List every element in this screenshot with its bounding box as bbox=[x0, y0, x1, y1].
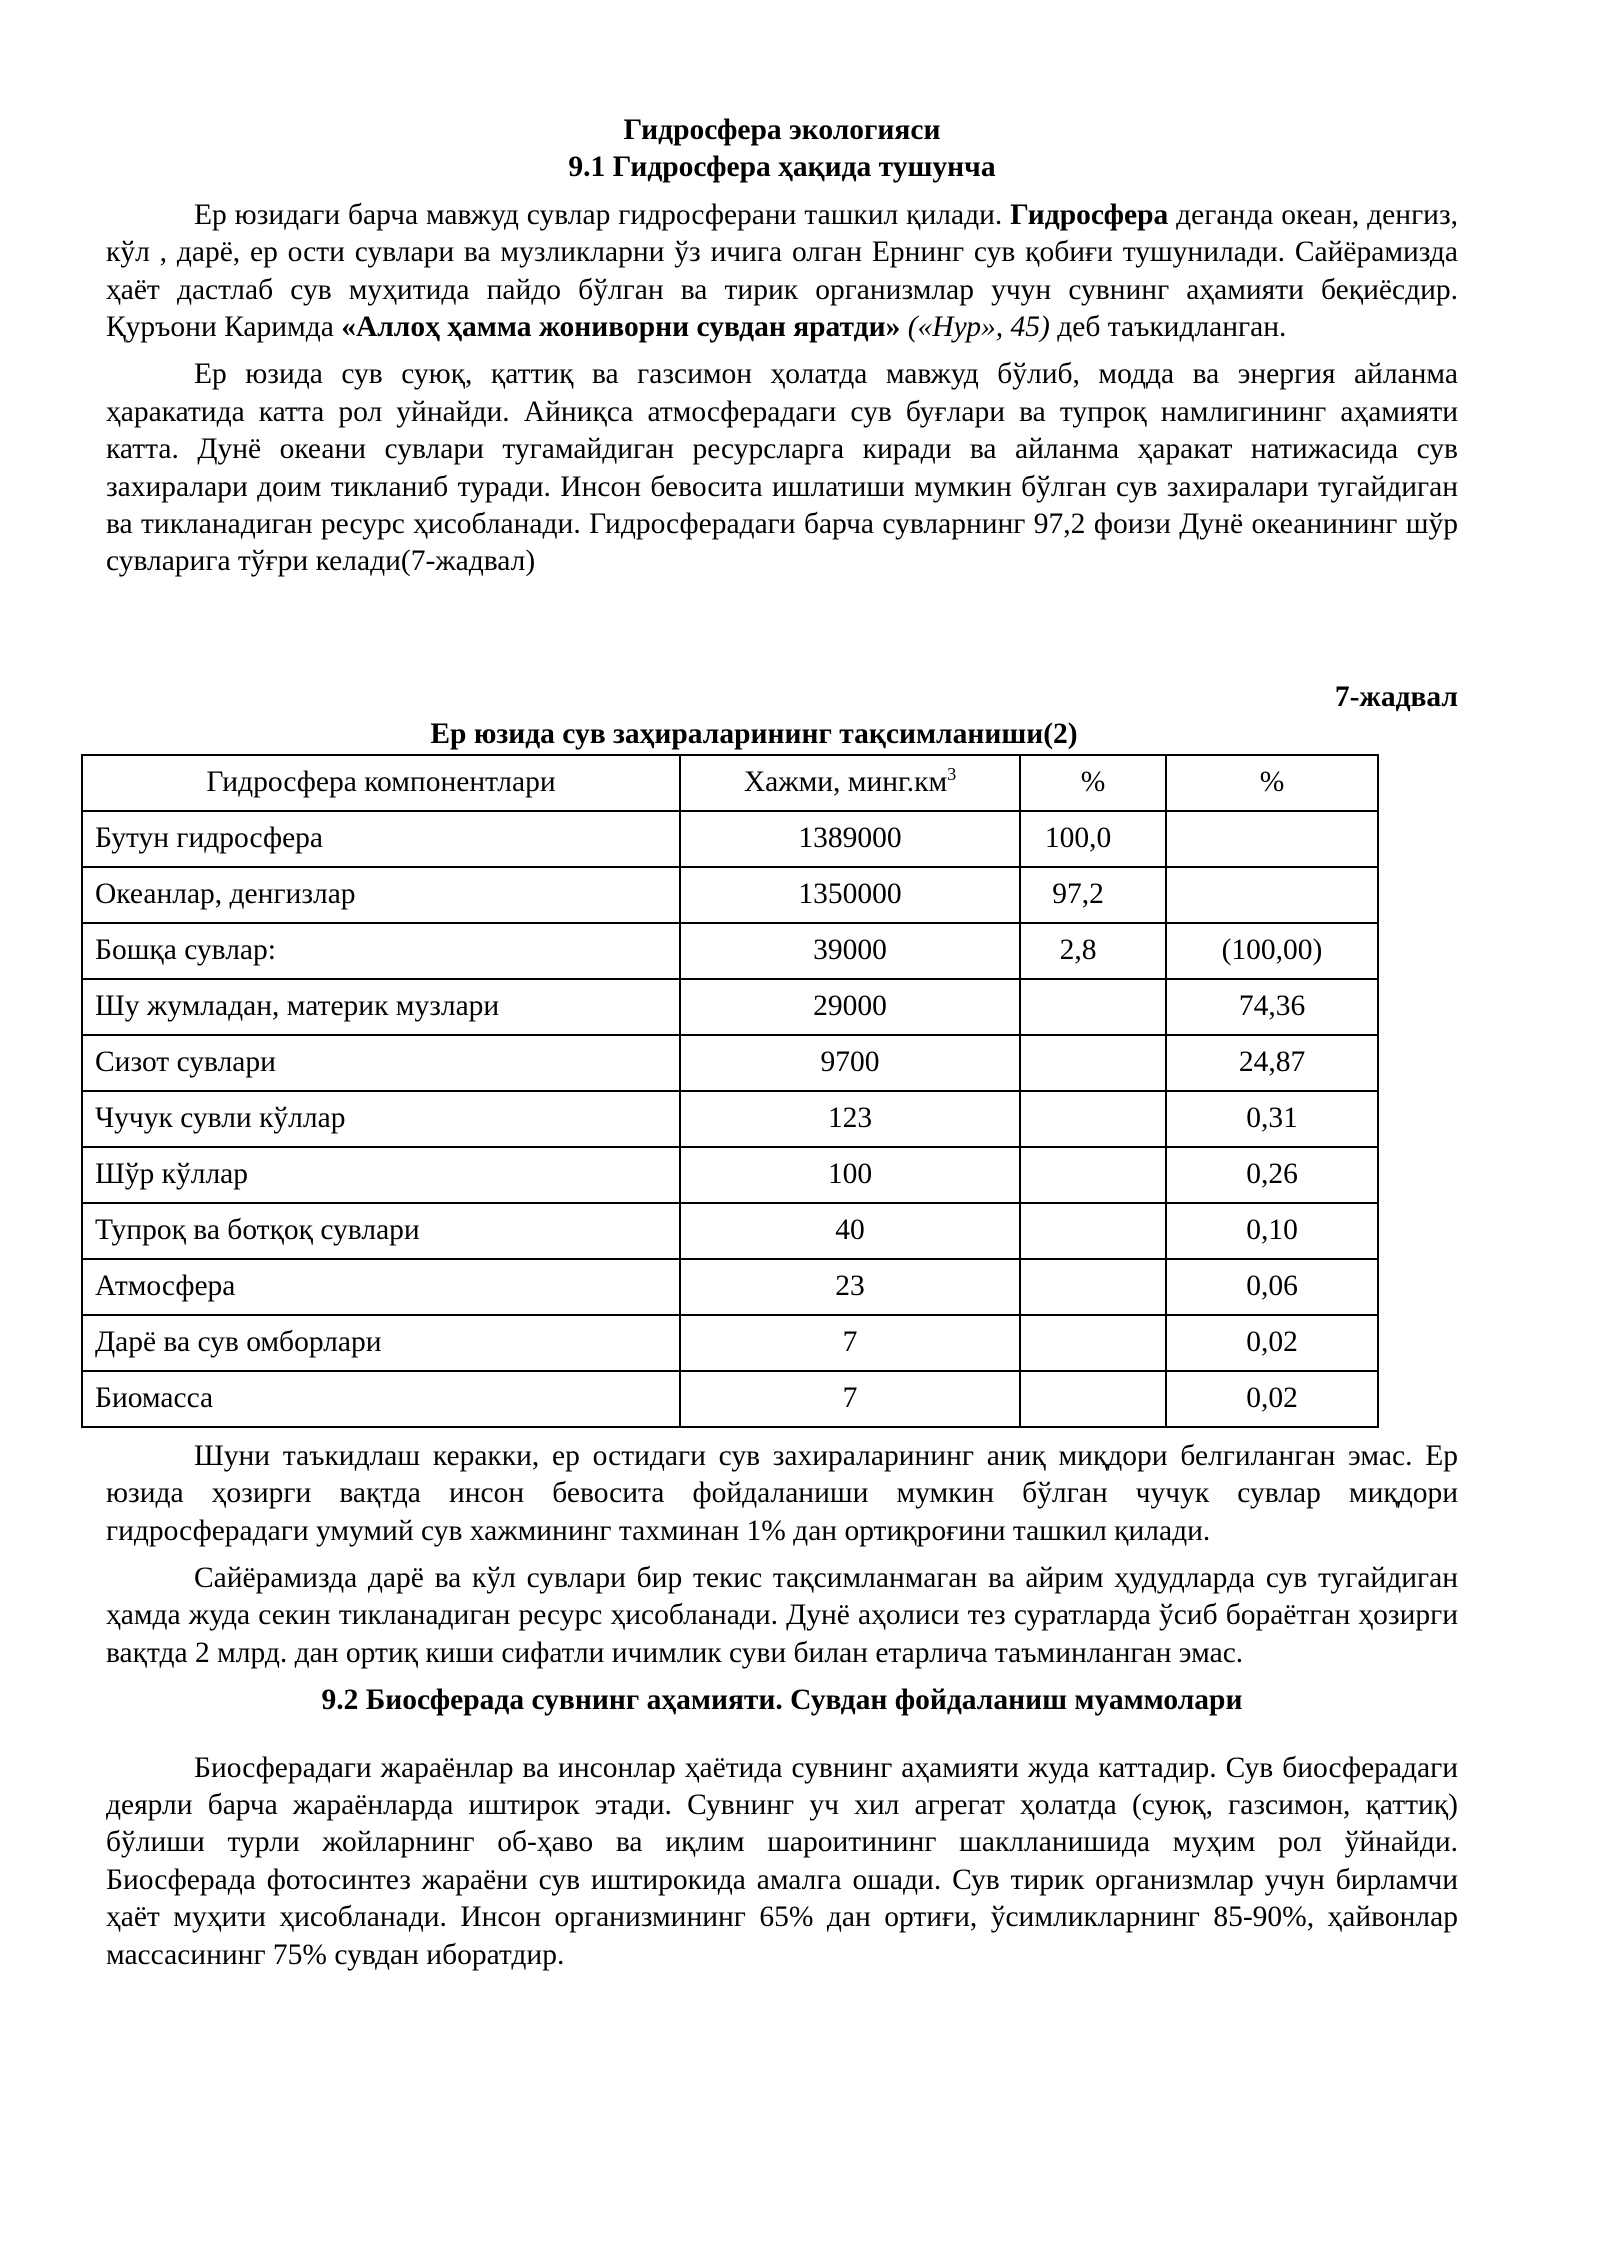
cell-percent-total bbox=[1020, 1371, 1166, 1427]
text-run: Ер юзидаги барча мавжуд сувлар гидросферани ташкил қилади. bbox=[194, 198, 1011, 231]
cell-volume: 29000 bbox=[680, 979, 1020, 1035]
cell-percent-total bbox=[1020, 1035, 1166, 1091]
cell-percent-total-value: 2,8 bbox=[1059, 933, 1097, 966]
cell-percent-other bbox=[1166, 867, 1378, 923]
cell-percent-total bbox=[1020, 1147, 1166, 1203]
quote-bold: «Аллоҳ ҳамма жониворни сувдан яратди» bbox=[341, 311, 901, 344]
spacer bbox=[106, 581, 1458, 679]
text-run: деб таъкидланган. bbox=[1049, 311, 1287, 344]
cell-volume: 40 bbox=[680, 1203, 1020, 1259]
section-title-9-1: 9.1 Гидросфера ҳақида тушунча bbox=[568, 151, 996, 184]
table-number: 7-жадвал bbox=[1334, 680, 1458, 713]
header-percent-total: % bbox=[1020, 755, 1166, 811]
cell-volume: 7 bbox=[680, 1371, 1020, 1427]
cell-percent-total bbox=[1020, 811, 1166, 867]
cell-component: Шу жумладан, материк музлари bbox=[82, 979, 680, 1035]
paragraph-water-states: Ер юзида сув суюқ, қаттиқ ва газсимон ҳолатда мавжуд бўлиб, модда ва энергия айланма ҳаракатида катта рол уйнайди. Айниқса атмосферадаги сув буғлари ва тупроқ намлигининг аҳамияти катта. Дунё океани сувлари тугамайдиган ресурсларга киради ва айланма ҳаракат натижасида сув захиралари доим тикланиб туради. Инсон бевосита ишлатиши мумкин бўлган сув захиралари тугайдиган ва тикланадиган ресурс ҳисобланади. Гидросферадаги барча сувларнинг 97,2 фоизи Дунё океанининг шўр сувларига тўғри келади(7-жадвал) bbox=[106, 358, 1458, 578]
cell-percent-total-value: 97,2 bbox=[1052, 877, 1104, 910]
cell-percent-total bbox=[1020, 1203, 1166, 1259]
cell-percent-total bbox=[1020, 1259, 1166, 1315]
table-row bbox=[82, 1203, 1378, 1259]
cell-component: Шўр кўллар bbox=[82, 1147, 680, 1203]
cell-volume: 39000 bbox=[680, 923, 1020, 979]
cell-percent-total-value: 100,0 bbox=[1044, 821, 1112, 854]
table-header-row bbox=[82, 755, 1378, 811]
cell-component: Бошқа сувлар: bbox=[82, 923, 680, 979]
spacer bbox=[106, 1428, 1458, 1438]
cell-volume: 123 bbox=[680, 1091, 1020, 1147]
table-row bbox=[82, 923, 1378, 979]
cell-component: Чучук сувли кўллар bbox=[82, 1091, 680, 1147]
cell-percent-other: 0,02 bbox=[1166, 1315, 1378, 1371]
header-volume-text: Хажми, минг.км bbox=[743, 765, 948, 798]
cell-component: Бутун гидросфера bbox=[82, 811, 680, 867]
paragraph-water-in-biosphere: Биосферадаги жараёнлар ва инсонлар ҳаётида сувнинг аҳамияти жуда каттадир. Сув биосферадаги деярли барча жараёнларда иштирок этади. Сувнинг уч хил агрегат ҳолатда (суюқ, газсимон, қаттиқ) бўлиши турли жойларнинг об-ҳаво ва иқлим шароитининг шаклланишида муҳим рол ўйнайди. Биосферада фотосинтез жараёни сув иштирокида амалга ошади. Сув тирик организмлар учун бирламчи ҳаёт муҳити ҳисобланади. Инсон организмининг 65% дан ортиғи, ўсимликларнинг 85-90%, ҳайвонлар массасининг 75% сувдан иборатдир. bbox=[106, 1751, 1458, 1971]
table-row bbox=[82, 867, 1378, 923]
quote-source-italic: («Нур», 45) bbox=[900, 311, 1050, 344]
cell-volume: 23 bbox=[680, 1259, 1020, 1315]
cell-percent-other: 0,06 bbox=[1166, 1259, 1378, 1315]
table-row bbox=[82, 811, 1378, 867]
term-bold: Гидросфера bbox=[1010, 198, 1169, 231]
cell-percent-other bbox=[1166, 811, 1378, 867]
page-content bbox=[95, 112, 1458, 1974]
cell-volume: 100 bbox=[680, 1147, 1020, 1203]
header-component: Гидросфера компонентлари bbox=[82, 755, 680, 811]
header-volume-superscript: 3 bbox=[947, 764, 957, 785]
water-distribution-table bbox=[81, 754, 1379, 1428]
header-volume bbox=[680, 755, 1020, 811]
cell-volume: 7 bbox=[680, 1315, 1020, 1371]
table-caption: Ер юзида сув заҳираларининг тақсимланиши(2) bbox=[430, 718, 1078, 751]
cell-percent-total bbox=[1020, 923, 1166, 979]
cell-percent-total bbox=[1020, 1315, 1166, 1371]
cell-component: Сизот сувлари bbox=[82, 1035, 680, 1091]
cell-percent-other: 0,31 bbox=[1166, 1091, 1378, 1147]
cell-component: Тупроқ ва ботқоқ сувлари bbox=[82, 1203, 680, 1259]
cell-component: Дарё ва сув омборлари bbox=[82, 1315, 680, 1371]
table-row bbox=[82, 1315, 1378, 1371]
table-row bbox=[82, 1371, 1378, 1427]
cell-percent-other: 24,87 bbox=[1166, 1035, 1378, 1091]
cell-percent-other: (100,00) bbox=[1166, 923, 1378, 979]
paragraph-drinking-water: Сайёрамизда дарё ва кўл сувлари бир текис тақсимланмаган ва айрим ҳудудларда сув тугайдиган ҳамда жуда секин тикланадиган ресурс ҳисобланади. Дунё аҳолиси тез суратларда ўсиб бораётган ҳозирги вақтда 2 млрд. дан ортиқ киши сифатли ичимлик суви билан етарлича таъминланган эмас. bbox=[106, 1561, 1458, 1669]
cell-percent-total bbox=[1020, 1091, 1166, 1147]
section-title-9-2: 9.2 Биосферада сувнинг аҳамияти. Сувдан фойдаланиш муаммолари bbox=[321, 1684, 1243, 1717]
cell-percent-total bbox=[1020, 867, 1166, 923]
table-row bbox=[82, 1035, 1378, 1091]
cell-volume: 9700 bbox=[680, 1035, 1020, 1091]
paragraph-groundwater-note: Шуни таъкидлаш керакки, ер остидаги сув захираларининг аниқ миқдори белгиланган эмас. Ер юзида ҳозирги вақтда инсон бевосита фойдаланиши мумкин бўлган чучук сувлар миқдори гидросферадаги умумий сув хажмининг тахминан 1% дан ортиқроғини ташкил қилади. bbox=[106, 1439, 1458, 1547]
cell-percent-other: 74,36 bbox=[1166, 979, 1378, 1035]
cell-percent-other: 0,10 bbox=[1166, 1203, 1378, 1259]
table-row bbox=[82, 1147, 1378, 1203]
table-row bbox=[82, 979, 1378, 1035]
chapter-title: Гидросфера экологияси bbox=[623, 114, 941, 146]
cell-percent-other: 0,02 bbox=[1166, 1371, 1378, 1427]
table-row bbox=[82, 1259, 1378, 1315]
cell-volume: 1389000 bbox=[680, 811, 1020, 867]
header-percent-other: % bbox=[1166, 755, 1378, 811]
cell-component: Биомасса bbox=[82, 1371, 680, 1427]
cell-component: Океанлар, денгизлар bbox=[82, 867, 680, 923]
cell-volume: 1350000 bbox=[680, 867, 1020, 923]
cell-component: Атмосфера bbox=[82, 1259, 680, 1315]
text-run: деганда океан, денгиз, кўл , дарё, ер ости сувлари ва музликларни ўз ичига олган Ернинг сув қобиғи тушунилади. Сайёрамизда ҳаёт дастлаб сув муҳитида пайдо бўлган ва тирик организмлар учун сувнинг аҳамияти беқиёсдир. Қуръони Каримда bbox=[106, 198, 1458, 344]
table-body bbox=[82, 811, 1378, 1427]
cell-percent-other: 0,26 bbox=[1166, 1147, 1378, 1203]
cell-percent-total bbox=[1020, 979, 1166, 1035]
table-row bbox=[82, 1091, 1378, 1147]
paragraph-hydrosphere-definition bbox=[106, 197, 1458, 347]
